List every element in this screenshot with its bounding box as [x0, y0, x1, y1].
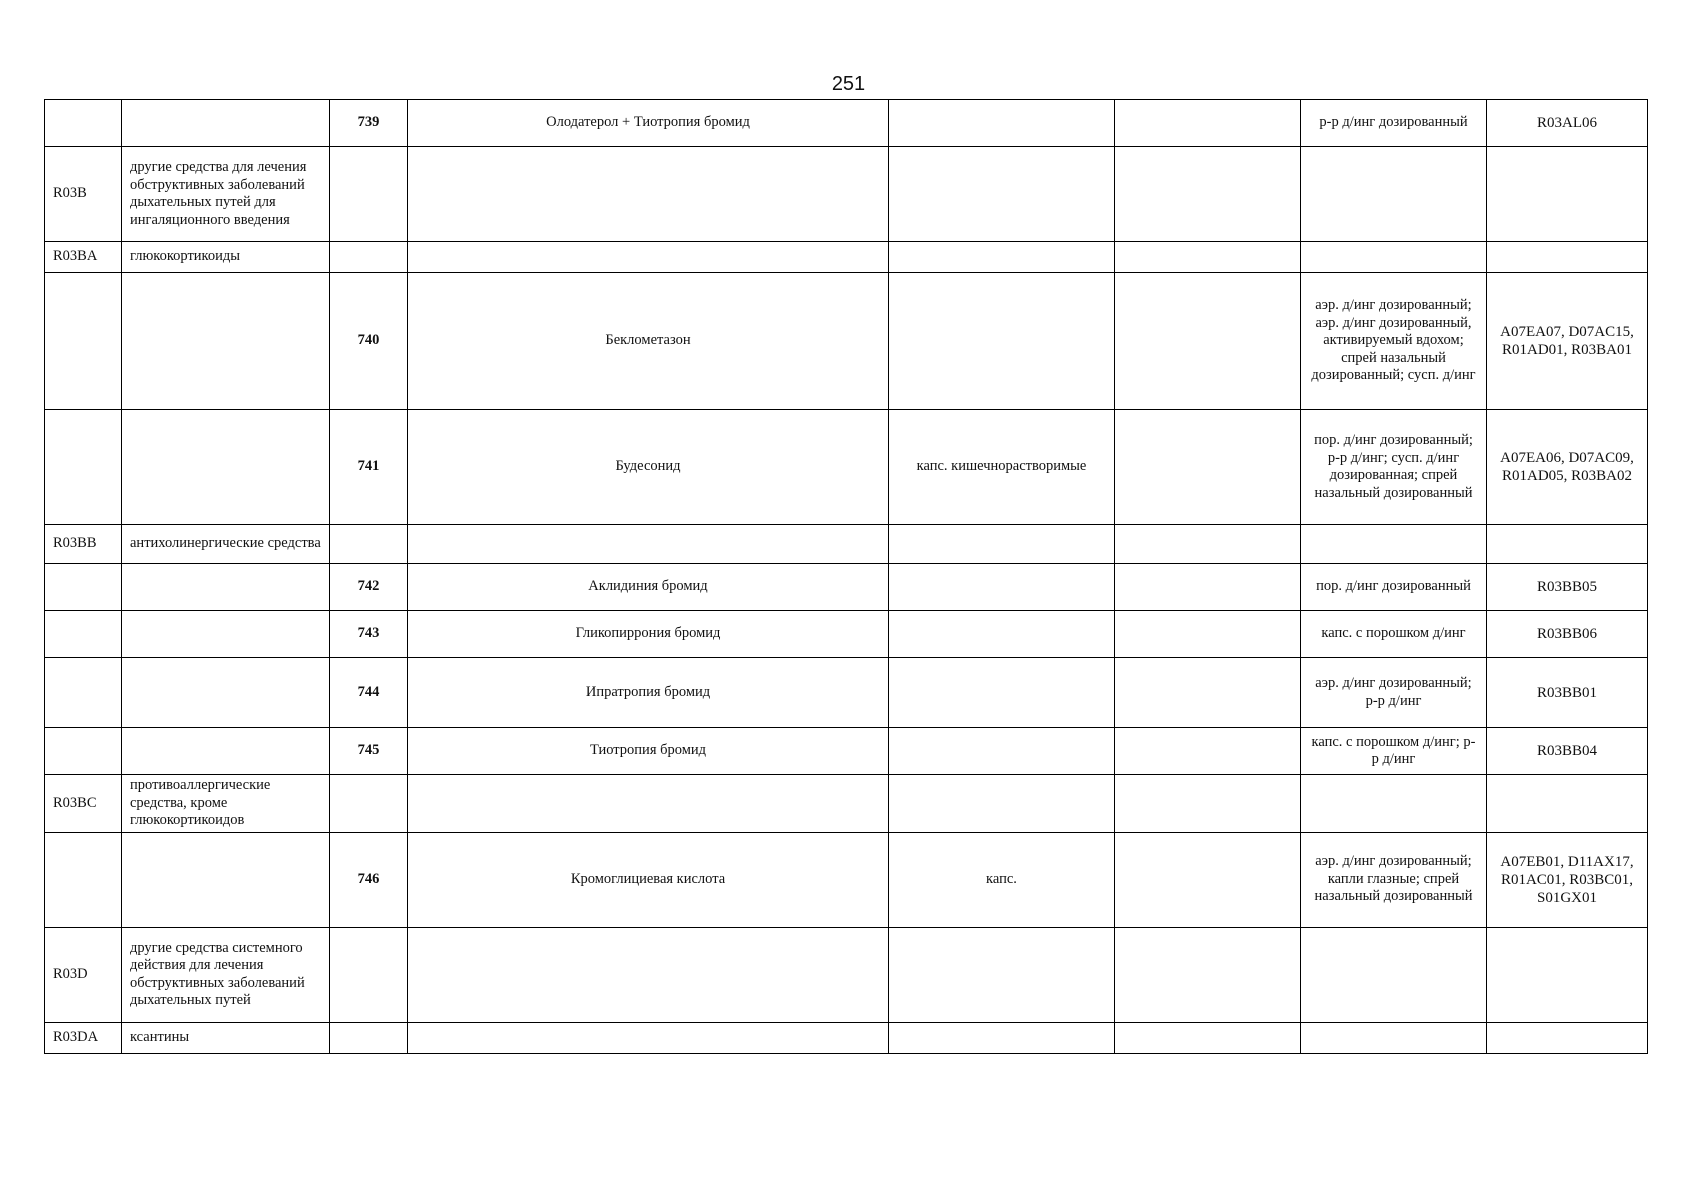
dosage-form-3: [1301, 147, 1487, 242]
dosage-form-2: [1115, 1022, 1301, 1053]
drug-name: [408, 1022, 889, 1053]
item-number: 742: [330, 564, 408, 611]
dosage-form-2: [1115, 832, 1301, 927]
page-number: 251: [831, 73, 866, 95]
table-row: [45, 611, 1648, 658]
table-row: [45, 658, 1648, 728]
atc-codes: [1487, 147, 1648, 242]
atc-group-name: ксантины: [122, 1022, 330, 1053]
item-number: 745: [330, 728, 408, 775]
dosage-form-3: пор. д/инг дозированный: [1301, 564, 1487, 611]
dosage-form-1: капс. кишечнорастворимые: [889, 410, 1115, 525]
atc-group-name: [122, 611, 330, 658]
item-number: [330, 242, 408, 273]
atc-group-code: R03B: [45, 147, 122, 242]
atc-group-code: R03BC: [45, 775, 122, 833]
drug-name: [408, 147, 889, 242]
table-row: [45, 832, 1648, 927]
dosage-form-3: капс. с порошком д/инг: [1301, 611, 1487, 658]
item-number: 746: [330, 832, 408, 927]
dosage-form-2: [1115, 728, 1301, 775]
dosage-form-3: пор. д/инг дозированный; р-р д/инг; сусп. д/инг дозированная; спрей назальный дозированный: [1301, 410, 1487, 525]
dosage-form-1: [889, 658, 1115, 728]
dosage-form-2: [1115, 564, 1301, 611]
drug-table: [44, 99, 1648, 1054]
item-number: 739: [330, 100, 408, 147]
atc-codes: [1487, 242, 1648, 273]
dosage-form-1: [889, 775, 1115, 833]
dosage-form-2: [1115, 410, 1301, 525]
dosage-form-3: р-р д/инг дозированный: [1301, 100, 1487, 147]
atc-codes: R03BB01: [1487, 658, 1648, 728]
dosage-form-3: [1301, 1022, 1487, 1053]
table-row: [45, 525, 1648, 564]
item-number: [330, 1022, 408, 1053]
drug-name: Тиотропия бромид: [408, 728, 889, 775]
drug-name: Будесонид: [408, 410, 889, 525]
item-number: [330, 147, 408, 242]
dosage-form-3: [1301, 242, 1487, 273]
dosage-form-3: аэр. д/инг дозированный; аэр. д/инг дозированный, активируемый вдохом; спрей назальный дозированный; сусп. д/инг: [1301, 273, 1487, 410]
dosage-form-1: [889, 927, 1115, 1022]
atc-codes: A07EA07, D07AC15, R01AD01, R03BA01: [1487, 273, 1648, 410]
dosage-form-2: [1115, 775, 1301, 833]
atc-codes: R03BB04: [1487, 728, 1648, 775]
dosage-form-1: [889, 611, 1115, 658]
drug-name: [408, 525, 889, 564]
dosage-form-3: аэр. д/инг дозированный; капли глазные; спрей назальный дозированный: [1301, 832, 1487, 927]
dosage-form-3: капс. с порошком д/инг; р-р д/инг: [1301, 728, 1487, 775]
atc-codes: R03BB05: [1487, 564, 1648, 611]
atc-group-name: антихолинергические средства: [122, 525, 330, 564]
dosage-form-2: [1115, 147, 1301, 242]
dosage-form-1: [889, 564, 1115, 611]
item-number: 741: [330, 410, 408, 525]
atc-group-name: противоаллергические средства, кроме глюкокортикоидов: [122, 775, 330, 833]
dosage-form-2: [1115, 927, 1301, 1022]
atc-codes: A07EB01, D11AX17, R01AC01, R03BC01, S01GX01: [1487, 832, 1648, 927]
table-row: [45, 273, 1648, 410]
drug-name: Гликопиррония бромид: [408, 611, 889, 658]
atc-group-code: [45, 611, 122, 658]
atc-group-name: глюкокортикоиды: [122, 242, 330, 273]
dosage-form-1: [889, 1022, 1115, 1053]
table-row: [45, 728, 1648, 775]
item-number: 740: [330, 273, 408, 410]
table-row: [45, 775, 1648, 833]
atc-group-code: [45, 410, 122, 525]
atc-group-name: [122, 564, 330, 611]
dosage-form-3: аэр. д/инг дозированный; р-р д/инг: [1301, 658, 1487, 728]
atc-group-code: R03D: [45, 927, 122, 1022]
item-number: [330, 525, 408, 564]
table-row: [45, 410, 1648, 525]
table-row: [45, 242, 1648, 273]
drug-name: Кромоглициевая кислота: [408, 832, 889, 927]
table-row: [45, 927, 1648, 1022]
table-row: [45, 147, 1648, 242]
dosage-form-2: [1115, 611, 1301, 658]
table-row: [45, 100, 1648, 147]
atc-codes: A07EA06, D07AC09, R01AD05, R03BA02: [1487, 410, 1648, 525]
table-row: [45, 564, 1648, 611]
dosage-form-1: капс.: [889, 832, 1115, 927]
drug-name: Беклометазон: [408, 273, 889, 410]
atc-codes: R03AL06: [1487, 100, 1648, 147]
item-number: 743: [330, 611, 408, 658]
atc-group-name: [122, 658, 330, 728]
atc-group-name: [122, 273, 330, 410]
drug-name: [408, 775, 889, 833]
atc-group-code: [45, 564, 122, 611]
atc-codes: R03BB06: [1487, 611, 1648, 658]
drug-name: [408, 927, 889, 1022]
drug-name: Ипратропия бромид: [408, 658, 889, 728]
dosage-form-2: [1115, 273, 1301, 410]
dosage-form-3: [1301, 927, 1487, 1022]
dosage-form-1: [889, 525, 1115, 564]
atc-group-name: [122, 410, 330, 525]
dosage-form-1: [889, 100, 1115, 147]
dosage-form-1: [889, 147, 1115, 242]
dosage-form-2: [1115, 242, 1301, 273]
atc-group-code: [45, 728, 122, 775]
dosage-form-1: [889, 242, 1115, 273]
item-number: [330, 775, 408, 833]
atc-group-code: [45, 100, 122, 147]
atc-group-code: R03BA: [45, 242, 122, 273]
atc-codes: [1487, 525, 1648, 564]
dosage-form-2: [1115, 100, 1301, 147]
drug-name: Олодатерол + Тиотропия бромид: [408, 100, 889, 147]
dosage-form-2: [1115, 525, 1301, 564]
atc-group-name: [122, 100, 330, 147]
atc-group-name: другие средства системного действия для лечения обструктивных заболеваний дыхательных путей: [122, 927, 330, 1022]
dosage-form-1: [889, 728, 1115, 775]
atc-group-code: R03BB: [45, 525, 122, 564]
atc-codes: [1487, 927, 1648, 1022]
dosage-form-3: [1301, 775, 1487, 833]
dosage-form-2: [1115, 658, 1301, 728]
atc-group-name: другие средства для лечения обструктивных заболеваний дыхательных путей для ингаляционного введения: [122, 147, 330, 242]
atc-codes: [1487, 1022, 1648, 1053]
atc-group-code: R03DA: [45, 1022, 122, 1053]
drug-name: Аклидиния бромид: [408, 564, 889, 611]
item-number: [330, 927, 408, 1022]
drug-name: [408, 242, 889, 273]
atc-group-name: [122, 728, 330, 775]
atc-codes: [1487, 775, 1648, 833]
item-number: 744: [330, 658, 408, 728]
dosage-form-3: [1301, 525, 1487, 564]
table-row: [45, 1022, 1648, 1053]
atc-group-code: [45, 273, 122, 410]
atc-group-code: [45, 658, 122, 728]
atc-group-name: [122, 832, 330, 927]
atc-group-code: [45, 832, 122, 927]
dosage-form-1: [889, 273, 1115, 410]
